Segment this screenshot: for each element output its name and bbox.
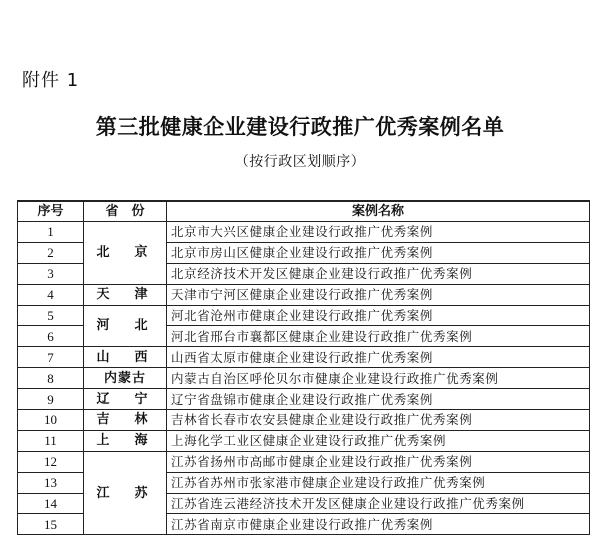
row-number: 13 [18,472,84,493]
case-name: 江苏省连云港经济技术开发区健康企业建设行政推广优秀案例 [167,493,590,514]
case-list-table [17,200,590,535]
case-name: 上海化学工业区健康企业建设行政推广优秀案例 [167,430,590,451]
row-number: 12 [18,451,84,472]
row-number: 8 [18,368,84,389]
row-number: 1 [18,222,84,243]
case-name: 内蒙古自治区呼伦贝尔市健康企业建设行政推广优秀案例 [167,368,590,389]
province-cell: 河 北 [84,305,167,347]
case-name: 北京经济技术开发区健康企业建设行政推广优秀案例 [167,263,590,284]
case-name: 河北省邢台市襄都区健康企业建设行政推广优秀案例 [167,326,590,347]
row-number: 2 [18,242,84,263]
province-cell: 天 津 [84,284,167,305]
province-cell: 内蒙古 [84,368,167,389]
province-cell: 北 京 [84,222,167,285]
row-number: 3 [18,263,84,284]
table-row [18,451,590,472]
row-number: 7 [18,347,84,368]
table-row [18,347,590,368]
table-row [18,389,590,410]
table-row [18,430,590,451]
table-row [18,305,590,326]
document-title: 第三批健康企业建设行政推广优秀案例名单 [95,115,505,139]
row-number: 9 [18,389,84,410]
row-number: 4 [18,284,84,305]
table-row [18,410,590,431]
case-name: 山西省太原市健康企业建设行政推广优秀案例 [167,347,590,368]
case-name: 江苏省扬州市高邮市健康企业建设行政推广优秀案例 [167,451,590,472]
row-number: 14 [18,493,84,514]
row-number: 6 [18,326,84,347]
case-name: 天津市宁河区健康企业建设行政推广优秀案例 [167,284,590,305]
case-name: 辽宁省盘锦市健康企业建设行政推广优秀案例 [167,389,590,410]
case-name: 北京市大兴区健康企业建设行政推广优秀案例 [167,222,590,243]
province-cell: 辽 宁 [84,389,167,410]
case-name: 河北省沧州市健康企业建设行政推广优秀案例 [167,305,590,326]
province-cell: 江 苏 [84,451,167,535]
header-case-name: 案例名称 [167,201,590,222]
province-cell: 上 海 [84,430,167,451]
header-number: 序号 [18,201,84,222]
row-number: 10 [18,410,84,431]
header-province: 省 份 [84,201,167,222]
case-name: 北京市房山区健康企业建设行政推广优秀案例 [167,242,590,263]
province-cell: 吉 林 [84,410,167,431]
row-number: 11 [18,430,84,451]
table-row [18,368,590,389]
case-name: 吉林省长春市农安县健康企业建设行政推广优秀案例 [167,410,590,431]
case-name: 江苏省南京市健康企业建设行政推广优秀案例 [167,514,590,535]
attachment-label: 附件 1 [22,70,80,91]
table-row [18,284,590,305]
table-header-row [18,201,590,222]
row-number: 15 [18,514,84,535]
document-subtitle: （按行政区划顺序） [234,154,366,170]
row-number: 5 [18,305,84,326]
table-row [18,222,590,243]
province-cell: 山 西 [84,347,167,368]
case-name: 江苏省苏州市张家港市健康企业建设行政推广优秀案例 [167,472,590,493]
